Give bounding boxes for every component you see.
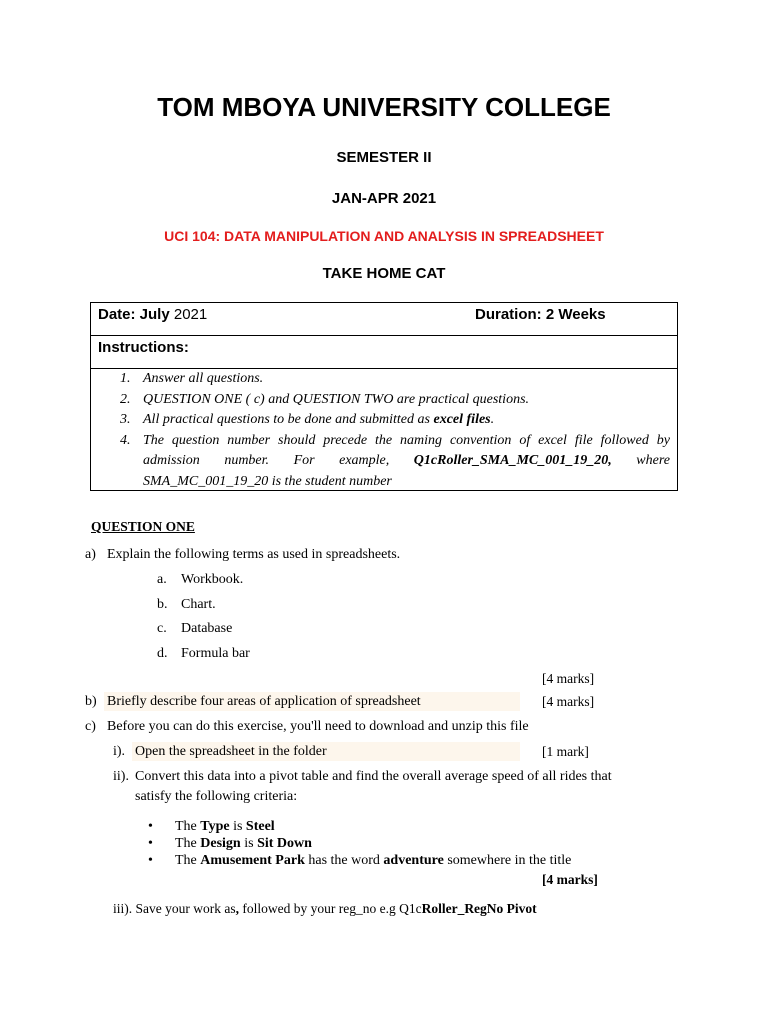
term-label: a. <box>157 572 167 587</box>
criteria-field: Design <box>200 836 241 851</box>
criteria-item <box>175 852 571 870</box>
part-c-text: Before you can do this exercise, you'll need to download and unzip this file <box>107 719 529 734</box>
criteria-text: has the word <box>304 853 384 868</box>
date-label: Date: July <box>98 306 170 323</box>
term-label: d. <box>157 646 168 661</box>
bullet-icon: • <box>148 819 153 834</box>
criteria-value: Steel <box>245 819 275 834</box>
instruction-text-end: . <box>490 412 495 427</box>
part-a-marks: [4 marks] <box>542 671 595 686</box>
exam-duration: Duration: 2 Weeks <box>475 306 606 323</box>
instruction-item <box>91 431 677 493</box>
criteria-field: Type <box>200 819 230 834</box>
instruction-item <box>91 369 677 390</box>
question-one-title: QUESTION ONE <box>91 519 195 534</box>
instruction-text: All practical questions to be done and submitted as <box>143 412 434 427</box>
instruction-text: admission number. For example, <box>143 453 414 468</box>
instruction-number: 3. <box>120 412 131 427</box>
exam-date <box>98 306 207 323</box>
term-text: Formula bar <box>181 646 250 661</box>
instruction-text-end: where <box>611 453 670 468</box>
subpart-iii-text <box>113 900 537 918</box>
term-text: Workbook. <box>181 572 244 587</box>
instruction-line <box>143 451 670 472</box>
criteria-text: somewhere in the title <box>443 853 572 868</box>
subpart-ii-text: satisfy the following criteria: <box>135 789 298 804</box>
instructions-header-row <box>91 336 677 369</box>
date-year: 2021 <box>169 306 208 323</box>
date-duration-row <box>91 303 677 336</box>
criteria-item <box>175 835 312 853</box>
criteria-field: Amusement Park <box>200 853 305 868</box>
term-text: Chart. <box>181 597 216 612</box>
bullet-icon: • <box>148 836 153 851</box>
instruction-line: SMA_MC_001_19_20 is the student number <box>143 473 392 489</box>
subpart-ii-label: ii). <box>113 769 129 784</box>
instruction-item <box>91 390 677 411</box>
subpart-iii-comma: , <box>235 901 239 916</box>
criteria-value: adventure <box>383 853 444 868</box>
info-box <box>90 302 678 491</box>
instructions-label: Instructions: <box>98 339 189 356</box>
criteria-text: is <box>229 819 246 834</box>
term-label: JAN-APR 2021 <box>331 190 437 207</box>
criteria-value: Sit Down <box>257 836 312 851</box>
instruction-item <box>91 410 677 431</box>
criteria-text: The <box>175 819 201 834</box>
instruction-number: 2. <box>120 391 131 407</box>
criteria-text: The <box>175 836 201 851</box>
subpart-i-text: Open the spreadsheet in the folder <box>135 744 327 759</box>
instruction-text: Answer all questions. <box>143 371 264 386</box>
subpart-ii-marks: [4 marks] <box>542 872 598 887</box>
subpart-iii-filename: Roller_RegNo Pivot <box>421 901 537 916</box>
part-a-label: a) <box>85 547 96 562</box>
part-b-label: b) <box>85 694 97 709</box>
subpart-iii-mid: followed by your reg_no e.g Q1c <box>238 901 422 916</box>
subpart-i-marks: [1 mark] <box>542 744 589 759</box>
semester-label: SEMESTER II <box>336 149 432 166</box>
subpart-ii-text: Convert this data into a pivot table and find the overall average speed of all rides that <box>135 769 612 784</box>
part-b-marks: [4 marks] <box>542 694 595 709</box>
criteria-text: The <box>175 853 201 868</box>
term-text: Database <box>181 621 233 636</box>
subpart-i-label: i). <box>113 744 126 759</box>
instructions-list <box>91 369 677 492</box>
part-b-text: Briefly describe four areas of application of spreadsheet <box>107 694 421 709</box>
course-title: UCI 104: DATA MANIPULATION AND ANALYSIS IN SPREADSHEET <box>164 228 604 244</box>
instruction-number: 1. <box>120 371 131 386</box>
bullet-icon: • <box>148 853 153 868</box>
exam-type-label: TAKE HOME CAT <box>322 265 446 282</box>
term-label: b. <box>157 597 168 612</box>
criteria-text: is <box>240 836 258 851</box>
subpart-iii-pre: iii). Save your work as <box>113 901 236 916</box>
university-title: TOM MBOYA UNIVERSITY COLLEGE <box>157 92 611 122</box>
instruction-text: QUESTION ONE ( c) and QUESTION TWO are practical questions. <box>143 391 530 407</box>
instruction-number: 4. <box>120 432 131 448</box>
term-label: c. <box>157 621 167 636</box>
criteria-item <box>175 818 275 836</box>
part-a-text: Explain the following terms as used in spreadsheets. <box>107 547 401 562</box>
part-c-label: c) <box>85 719 96 734</box>
instruction-bold-text: excel files <box>433 412 491 427</box>
example-filename: Q1cRoller_SMA_MC_001_19_20, <box>413 453 612 468</box>
instruction-line: The question number should precede the naming convention of excel file followed by <box>143 432 670 448</box>
